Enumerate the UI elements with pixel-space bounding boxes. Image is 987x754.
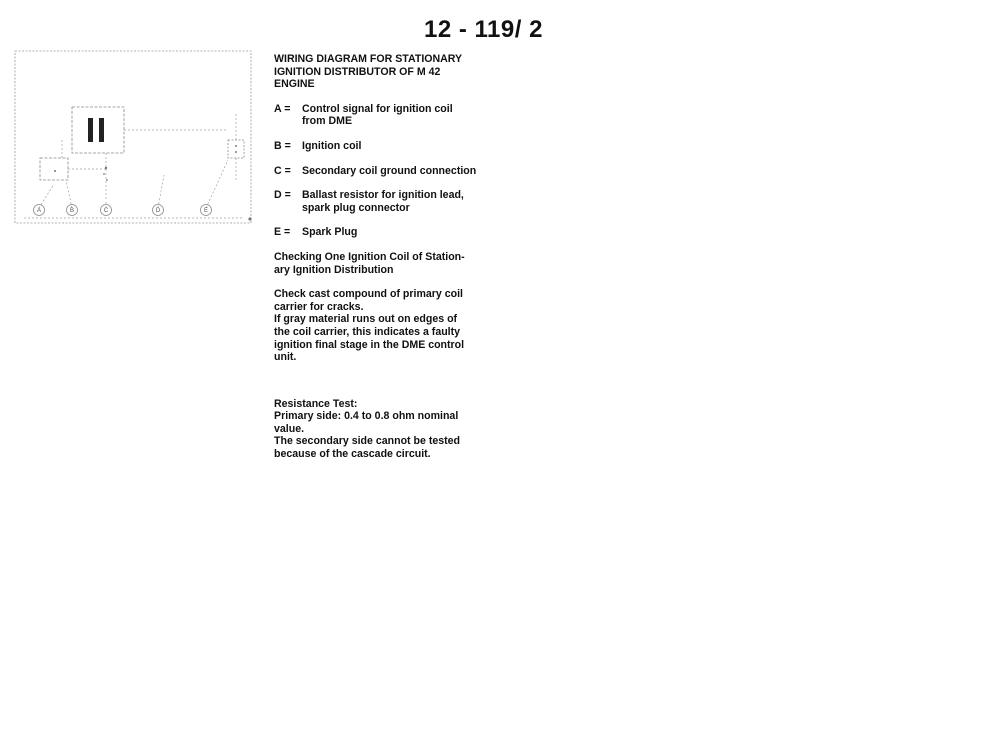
page-number: 12 - 119/ 2 [424, 16, 543, 43]
control-box [40, 158, 68, 180]
wiring-diagram [14, 50, 254, 226]
coil-bar-left [88, 118, 93, 142]
legend-item-b: B = Ignition coil [274, 139, 362, 152]
coil-bar-right [99, 118, 104, 142]
diagram-label-a: A [36, 208, 42, 214]
diagram-label-c: C [103, 208, 109, 214]
legend-item-e: E = Spark Plug [274, 226, 358, 239]
check-paragraph: Check cast compound of primary coil carrier for cracks. If gray material runs out on edges of the coil carrier, this indicates a faulty ignition final stage in the DME control unit. [274, 288, 465, 364]
resistance-test: Resistance Test: Primary side: 0.4 to 0.8 ohm nominal value. The secondary side cannot be tested because of the cascade circuit. [274, 397, 461, 461]
legend-item-a: A = Control signal for ignition coil from DME [274, 102, 453, 128]
text-column [274, 53, 504, 473]
spark-plug-box [228, 140, 244, 158]
ignition-coil-box [72, 107, 124, 153]
diagram-label-b: B [69, 208, 75, 214]
diagram-label-d: D [155, 208, 161, 214]
diagram-title: WIRING DIAGRAM FOR STATIONARY IGNITION DISTRIBUTOR OF M 42 ENGINE [274, 53, 463, 91]
diagram-label-e: E [203, 208, 209, 214]
diagram-frame [15, 51, 251, 223]
legend-item-c: C = Secondary coil ground connection [274, 164, 477, 177]
checking-title: Checking One Ignition Coil of Station- ary Ignition Distribution [274, 250, 465, 276]
legend-item-d: D = Ballast resistor for ignition lead, spark plug connector [274, 189, 464, 214]
